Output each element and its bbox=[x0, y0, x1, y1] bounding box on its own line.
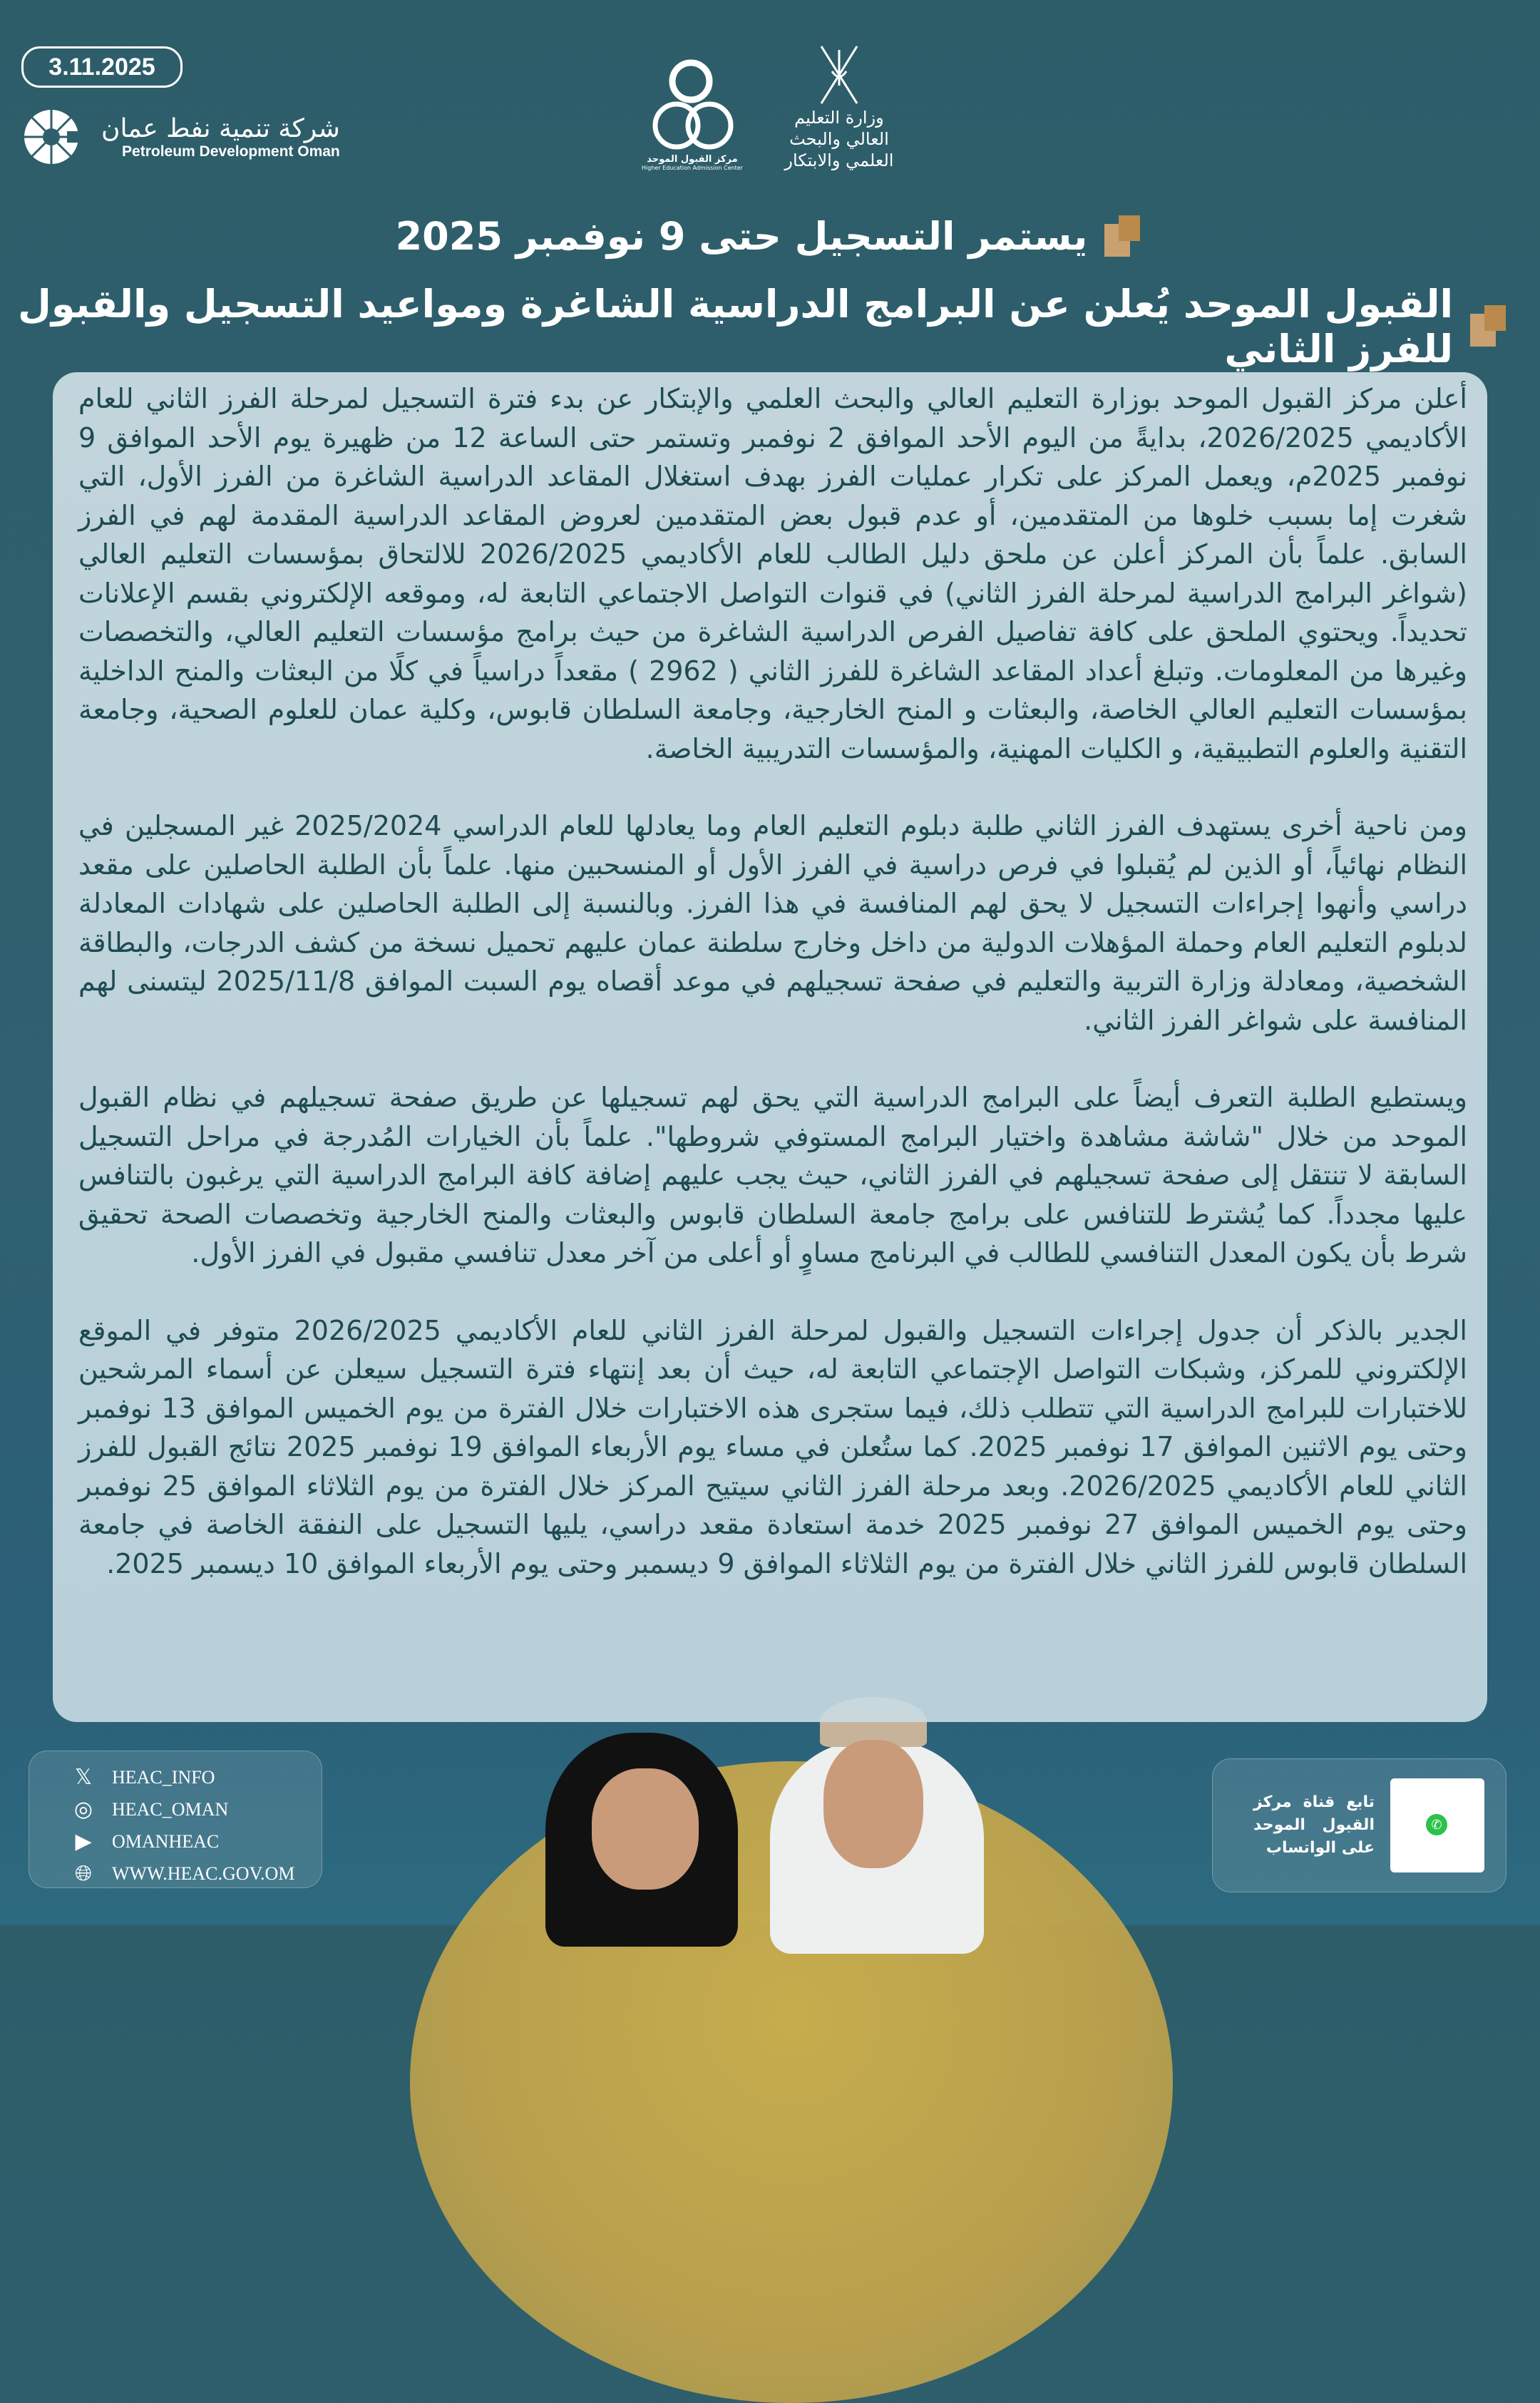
whatsapp-icon: ✆ bbox=[1426, 1814, 1447, 1835]
ministry-name: وزارة التعليم العالي والبحث العلمي والابتكار bbox=[784, 108, 894, 170]
paragraph: ويستطيع الطلبة التعرف أيضاً على البرامج الدراسية التي يحق لهم تسجيلها عن طريق صفحة تسجيلهم في نظام القبول الموحد من خلال "شاشة مشاهدة واختيار البرامج المستوفي شروطها". علماً بأن الخيارات المُدرجة في مراحل التسجيل السابقة لا تنتقل إلى صفحة تسجيلهم في الفرز الثاني، حيث يجب عليهم إضافة كافة البرامج الدراسية التي يرغبون بالتنافس عليها مجدداً. كما يُشترط للتنافس على برامج جامعة السلطان قابوس والبعثات والمنح الخارجية وتخصصات الصحة تحقيق شرط بأن يكون المعدل التنافسي للطالب في البرنامج مساوٍ أو أعلى من آخر معدل تنافسي مقبول في الفرز الأول. bbox=[78, 1082, 1467, 1269]
website-link[interactable] bbox=[72, 1858, 322, 1890]
headline-bullet-icon bbox=[1104, 215, 1144, 258]
x-icon: 𝕏 bbox=[74, 1766, 93, 1789]
headline-text: يستمر التسجيل حتى 9 نوفمبر 2025 bbox=[395, 214, 1088, 259]
heac-emblem-icon bbox=[650, 54, 735, 154]
whatsapp-panel bbox=[1212, 1758, 1506, 1892]
paragraph: الجدير بالذكر أن جدول إجراءات التسجيل والقبول لمرحلة الفرز الثاني للعام الأكاديمي 2026/2025 متوفر في الموقع الإلكتروني للمركز، وشبكات التواصل الإجتماعي التابعة له، حيث أن بعد إنتهاء فترة التسجيل سيعلن عن أسماء المرشحين للاختبارات للبرامج الدراسية التي تتطلب ذلك، فيما ستجرى هذه الاختبارات خلال الفترة من يوم الخميس الموافق 13 نوفمبر وحتى يوم الاثنين الموافق 17 نوفمبر 2025. كما ستُعلن في مساء يوم الأربعاء الموافق 19 نوفمبر 2025 نتائج القبول للفرز الثاني للعام الأكاديمي 2026/2025. وبعد مرحلة الفرز الثاني سيتيح المركز خلال الفترة من يوم الثلاثاء الموافق 25 نوفمبر وحتى يوم الخميس الموافق 27 نوفمبر 2025 خدمة استعادة مقعد دراسي، يليها التسجيل على النفقة الخاصة في جامعة السلطان قابوس للفرز الثاني خلال الفترة من يوم الثلاثاء الموافق 9 ديسمبر وحتى يوم الأربعاء الموافق 10 ديسمبر 2025. bbox=[78, 1314, 1468, 1579]
paragraph: ومن ناحية أخرى يستهدف الفرز الثاني طلبة دبلوم التعليم العام وما يعادلها للعام الدراسي 2025/2024 غير المسجلين في النظام نهائياً، أو الذين لم يُقبلوا في فرص دراسية في الفرز الأول أو المنسحبين منها. علماً بأن الطلبة الحاصلين على مقعد دراسي وأنهوا إجراءات التسجيل لا يحق لهم المنافسة في هذا الفرز. وبالنسبة إلى الطلبة الحاصلين على شهادات المعادلة لدبلوم التعليم العام وحملة المؤهلات الدولية من داخل وخارج سلطنة عمان عليهم تحميل نسخة من كشف الدرجات، والبطاقة الشخصية، ومعادلة وزارة التربية والتعليم في صفحة تسجيلهم في موعد أقصاه يوم السبت الموافق 2025/11/8 ليتسنى لهم المنافسة على شواغر الفرز الثاني. bbox=[78, 810, 1468, 1036]
subheadline-text: القبول الموحد يُعلن عن البرامج الدراسية الشاغرة ومواعيد التسجيل والقبول للفرز الثاني bbox=[18, 282, 1453, 372]
student-face-male bbox=[823, 1740, 923, 1868]
pdo-logo bbox=[21, 107, 340, 167]
social-youtube-link[interactable] bbox=[72, 1825, 322, 1858]
instagram-icon: ◎ bbox=[73, 1798, 93, 1821]
heac-caption-ar: مركز القبول الموحد bbox=[647, 154, 738, 165]
student-face-female bbox=[592, 1768, 699, 1890]
youtube-icon: ▶ bbox=[75, 1830, 92, 1853]
subheadline bbox=[0, 282, 1510, 372]
social-links-panel bbox=[29, 1751, 322, 1888]
website-url: WWW.HEAC.GOV.OM bbox=[112, 1863, 295, 1884]
announcement-body bbox=[78, 379, 1467, 1621]
pdo-shell-icon bbox=[21, 107, 81, 167]
globe-icon: 🌐︎ bbox=[75, 1861, 92, 1885]
center-logos bbox=[642, 43, 900, 171]
social-handle: HEAC_INFO bbox=[112, 1766, 215, 1788]
headline bbox=[0, 214, 1540, 259]
social-instagram-link[interactable] bbox=[72, 1793, 322, 1825]
social-handle: OMANHEAC bbox=[112, 1830, 220, 1852]
whatsapp-qr-code[interactable] bbox=[1390, 1778, 1484, 1872]
heac-caption-en: Higher Education Admission Center bbox=[642, 165, 743, 171]
paragraph: أعلن مركز القبول الموحد بوزارة التعليم العالي والبحث العلمي والإبتكار عن بدء فترة التسجيل لمرحلة الفرز الثاني للعام الأكاديمي 2026/2025، بدايةً من اليوم الأحد الموافق 2 نوفمبر وتستمر حتى الساعة 12 من ظهيرة يوم الأحد الموافق 9 نوفمبر 2025م، ويعمل المركز على تكرار عمليات الفرز بهدف استغلال المقاعد الدراسية الشاغرة من الفرز الأول، التي شغرت إما بسبب خلوها من المتقدمين، أو عدم قبول بعض المتقدمين لعروض المقاعد الدراسية المقدمة لهم في الفرز السابق. علماً بأن المركز أعلن عن ملحق دليل الطالب للعام الأكاديمي 2026/2025 للالتحاق بمؤسسات التعليم العالي (شواغر البرامج الدراسية لمرحلة الفرز الثاني) في قنوات التواصل الاجتماعي التابعة له، وموقعه الإلكتروني بقسم الإعلانات تحديداً. ويحتوي الملحق على كافة تفاصيل الفرص الدراسية الشاغرة من حيث برامج مؤسسات التعليم العالي، والتخصصات وغيرها من المعلومات. وتبلغ أعداد المقاعد الشاغرة للفرز الثاني ( 2962 ) مقعداً دراسياً في كلًا من البعثات والمنح الداخلية بمؤسسات التعليم العالي الخاصة، والبعثات و المنح الخارجية، وجامعة السلطان قابوس، وكلية عمان للعلوم الصحية، وجامعة التقنية والعلوم التطبيقية، و الكليات المهنية، والمؤسسات التدريبية الخاصة. bbox=[78, 383, 1467, 764]
oman-emblem-icon bbox=[814, 43, 864, 107]
social-handle: HEAC_OMAN bbox=[112, 1798, 229, 1820]
whatsapp-text: تابع قناة مركز القبول الموحد على الواتساب bbox=[1253, 1793, 1375, 1857]
ministry-logo bbox=[779, 43, 900, 171]
heac-logo bbox=[642, 54, 743, 171]
date-badge: 3.11.2025 bbox=[21, 46, 183, 88]
social-x-link[interactable] bbox=[72, 1761, 322, 1793]
pdo-english-name: Petroleum Development Oman bbox=[122, 143, 340, 160]
subheadline-bullet-icon bbox=[1470, 305, 1510, 348]
pdo-arabic-name: شركة تنمية نفط عمان bbox=[101, 113, 340, 143]
